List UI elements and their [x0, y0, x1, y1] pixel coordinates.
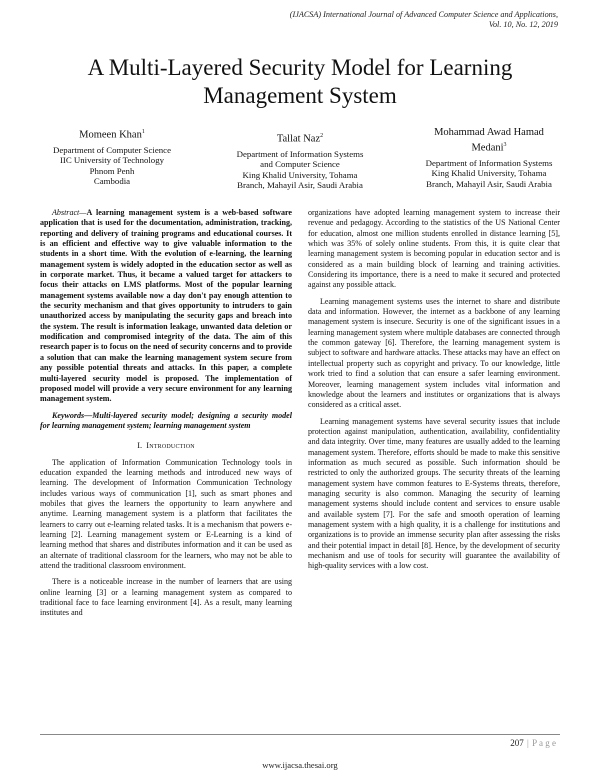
footer-divider	[40, 734, 560, 735]
author-3-name: Mohammad Awad Hamad Medani$^3$	[434, 127, 544, 154]
author-2-affil-4: Branch, Mahayil Asir, Saudi Arabia	[237, 180, 363, 191]
section-heading-introduction: I. Introduction	[137, 441, 195, 451]
paper-title-line-2: Management System	[203, 83, 397, 108]
paper-title-line-1: A Multi-Layered Security Model for Learning	[87, 55, 513, 80]
left-column	[40, 208, 292, 625]
author-2-name: Tallat Naz$^2$	[276, 133, 324, 145]
author-2-affil-1: Department of Information Systems	[236, 148, 364, 159]
paragraph: Learning management systems have several security issues that include protection against manipulation, authentication, availability, confidentiality and data integrity. Over time, many features are usually added to the learning management system. Therefore, efforts should be made to make this sensitive information as much secured as possible. Such information should be restricted to only the authorized groups. The security threats of the learning management system have common features to E-Systems threats, therefore, managing security is also common. Managing the security of learning management systems should include content and services to ensure usable and available system [7]. For the safe and smooth operation of learning management system with a high quality, it is a challenge for institutions and organizations is to provide an immense security plan after assessing the risks and their potential impact in detail [8]. Hence, by the development of security mechanism and use of tools for security will guarantee the availability of high-quality services with a low cost.	[308, 416, 560, 571]
author-2-affil-3: King Khalid University, Tohama	[242, 169, 358, 180]
author-3	[400, 126, 578, 189]
paragraph: organizations have adopted learning management system to increase their revenue and pedagogy. According to the statistics of the US National Center for education, almost one million students enrolled in distance learning [5], which was 35% of solely online students. From this, it is quite clear that learning management system is becoming popular in education sector and is considered as a main building block of learning and training activities. Considering its importance, there is a need to make it secured and protected against any possible attack.	[308, 208, 560, 290]
author-1	[22, 126, 202, 187]
author-1-affil-1: Department of Computer Science	[53, 144, 171, 155]
footer-url[interactable]: www.ijacsa.thesai.org	[262, 760, 338, 770]
author-1-affil-3: Phnom Penh	[89, 165, 135, 176]
author-2-affil-2: and Computer Science	[260, 159, 340, 170]
keywords: Keywords—Multi-layered security model; designing a security model for learning management system; learning management system	[40, 410, 292, 430]
journal-volume: Vol. 10, No. 12, 2019	[488, 20, 558, 29]
author-3-affil-2: King Khalid University, Tohama	[431, 168, 547, 179]
author-3-affil-1: Department of Information Systems	[425, 157, 553, 168]
abstract: Abstract—A learning management system is a web-based software application that is used for the documentation, administration, tracking, reporting and delivery of training programs and educational courses. It is an efficient and effective way to give valuable information to the students in a short time. With the evolution of e-learning, the learning management system is widely adopted in the education sector as well as in corporate market. Thus, it became a valued target for attackers to focus their attacks on LMS platforms. Most of the popular learning management systems available now a day don't pay enough attention to the security mechanism and that gives opportunity to intruders to gain unauthorized access by manipulating the security gaps and breach into the system. The result is information leakage, unwanted data deletion or modification and compromised integrity of the data. The aim of this research paper is to focus on the need of security concerns and to provide a solution that can make the learning management system secure from any possible potential threats and attacks. In this paper, a complete multi-layered security model is proposed. The implementation of proposed model will provide a very secure environment for any learning management system.	[40, 208, 292, 404]
journal-header	[138, 10, 558, 30]
paragraph: There is a noticeable increase in the number of learners that are using online learning [3] or a learning management system as compared to traditional face to face learning environment [4]. As a result, many learning institutes and	[40, 577, 292, 618]
author-1-name: Momeen Khan$^1$	[79, 129, 145, 141]
paper-title	[40, 54, 560, 110]
paragraph: The application of Information Communication Technology tools in education expanded the learning methods and introduced new ways of learning. The development of Information Communication Technology includes various ways of communication [1], such as smart phones and mobiles that gives the learners the opportunity to learn anywhere and anytime. Learning management system is a platform that facilitates the learners to carry out e-learning related tasks. It is a mechanism that powers e-learning [2]. Learning management system or E-Learning is a kind of learning method that shares and distributes information and it can be used as an alternate of traditional classroom for the learners, who may not be able to attend the traditional classroom environment.	[40, 457, 292, 570]
author-1-affil-4: Cambodia	[93, 176, 131, 187]
author-2	[212, 130, 388, 191]
journal-name: (IJACSA) International Journal of Advanced Computer Science and Applications,	[289, 10, 558, 19]
page-number: 207 | P a g e	[510, 738, 556, 748]
right-column	[308, 208, 560, 578]
author-3-affil-3: Branch, Mahayil Asir, Saudi Arabia	[426, 178, 552, 189]
paragraph: Learning management systems uses the internet to share and distribute data and information. However, the internet as a backbone of any learning management system is insecure. Security is one of the significant issues in a learning management system where multiple databases are connected through the common gateway [6]. Therefore, the learning management system is subject to software and hardware attacks. These attacks may have an effect on intellectual property such as copyright and privacy. To our knowledge, little work tried to find a solution that can ensure a safer learning environment. Moreover, learning management system includes vital information and knowledge about the learners and institutes or organizations that is always considered as a critical asset.	[308, 296, 560, 410]
author-1-affil-2: IIC University of Technology	[59, 155, 165, 166]
